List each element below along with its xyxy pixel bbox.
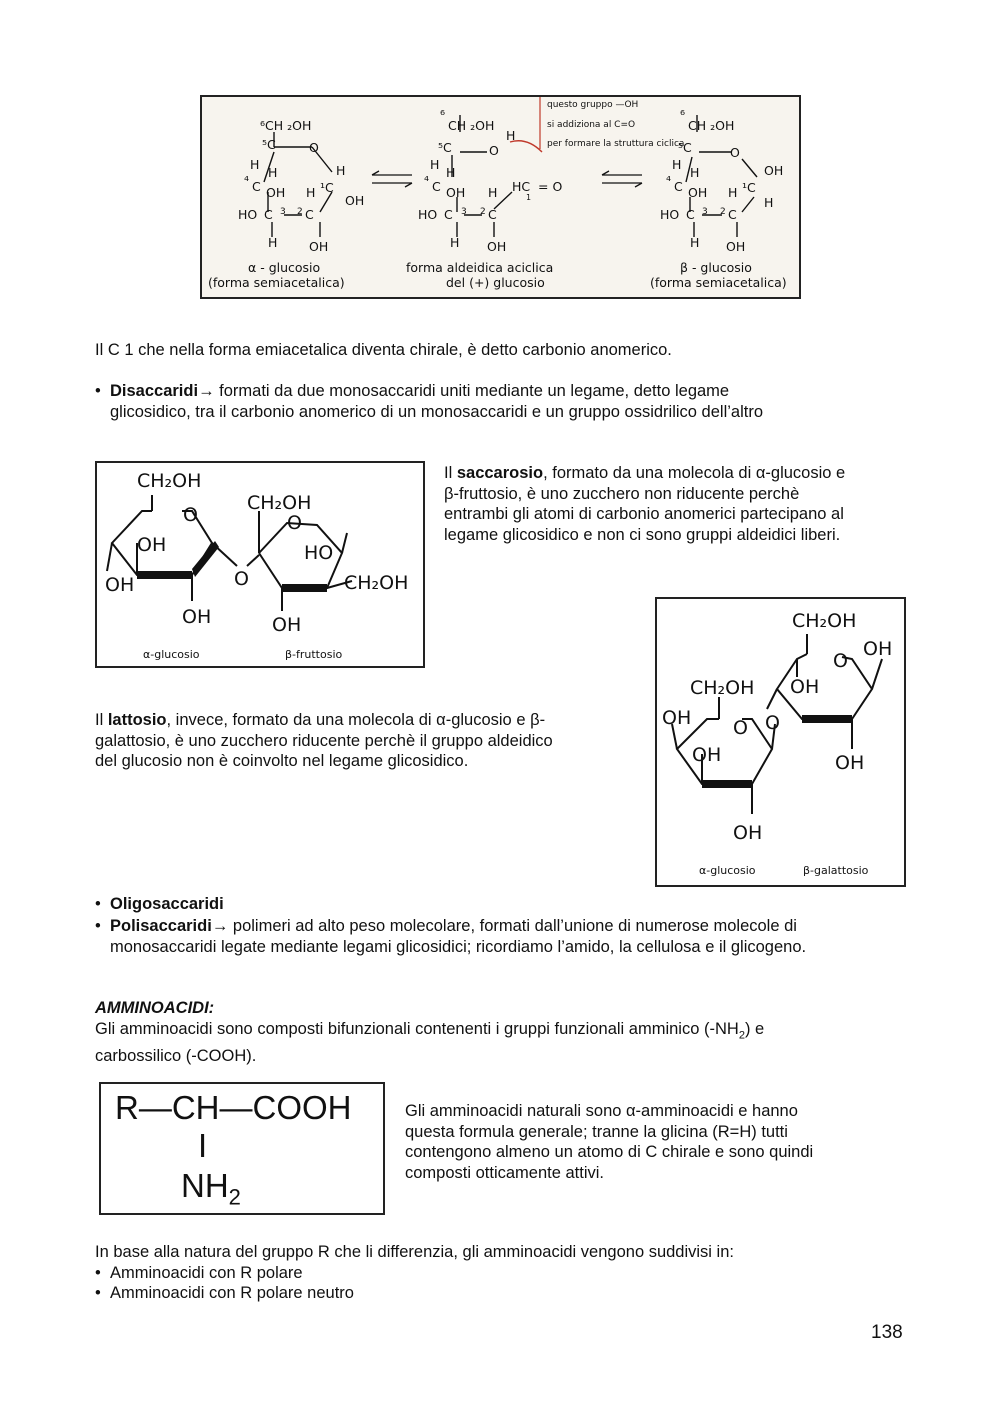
polisaccaridi-text-2: monosaccaridi legate mediante legami glicosidici; ricordiamo l’amido, la cellulosa e il glicogeno. bbox=[110, 937, 807, 956]
desc-1: Gli amminoacidi naturali sono α-amminoacidi e hanno bbox=[405, 1102, 798, 1120]
beta-glucose-sublabel: (forma semiacetalica) bbox=[650, 275, 787, 290]
aminoacid-formula-box bbox=[99, 1082, 385, 1215]
svg-text:H: H bbox=[506, 128, 516, 143]
lattosio-galactose-label: β-galattosio bbox=[803, 864, 869, 877]
svg-text:O: O bbox=[183, 504, 198, 526]
svg-text:¹C: ¹C bbox=[320, 180, 334, 195]
svg-text:3: 3 bbox=[280, 207, 286, 217]
svg-text:= O: = O bbox=[538, 179, 563, 194]
svg-text:HO: HO bbox=[304, 542, 334, 564]
svg-text:OH: OH bbox=[662, 707, 692, 729]
glucose-cyclization-figure bbox=[200, 95, 801, 299]
amminoacidi-intro-1: Gli amminoacidi sono composti bifunzionali contenenti i gruppi funzionali amminico (-NH bbox=[95, 1020, 739, 1038]
svg-text:OH: OH bbox=[733, 822, 763, 844]
item-1-text: Amminoacidi con R polare bbox=[110, 1264, 303, 1282]
amminoacidi-intro bbox=[95, 1019, 915, 1066]
svg-text:⁴: ⁴ bbox=[666, 173, 672, 188]
polisaccaridi-term: Polisaccaridi bbox=[110, 917, 212, 935]
svg-text:H: H bbox=[446, 165, 456, 180]
bullet: • bbox=[95, 917, 101, 935]
svg-text:O: O bbox=[765, 712, 780, 734]
formula-bond: I bbox=[198, 1127, 208, 1164]
svg-text:H: H bbox=[764, 195, 774, 210]
disaccaridi-item bbox=[95, 381, 915, 422]
item-2-text: Amminoacidi con R polare neutro bbox=[110, 1284, 354, 1302]
svg-text:H: H bbox=[488, 185, 498, 200]
svg-text:⁴: ⁴ bbox=[424, 173, 430, 188]
svg-text:⁶: ⁶ bbox=[440, 107, 446, 122]
lattosio-text-1: , invece, formato da una molecola di α-glucosio e β- bbox=[166, 711, 546, 729]
svg-text:2: 2 bbox=[720, 207, 726, 217]
svg-text:⁵C: ⁵C bbox=[678, 140, 692, 155]
svg-text:H: H bbox=[672, 157, 682, 172]
alpha-glucose-label: α - glucosio bbox=[248, 260, 321, 275]
svg-text:C: C bbox=[264, 207, 273, 222]
svg-text:OH: OH bbox=[266, 185, 286, 200]
saccarosio-fructose-label: β-fruttosio bbox=[285, 648, 343, 661]
formula-amine bbox=[181, 1166, 241, 1218]
polisaccaridi-text-1: polimeri ad alto peso molecolare, formati dall’unione di numerose molecole di bbox=[228, 917, 797, 935]
ch2oh-fructose-2: CH₂OH bbox=[344, 572, 409, 594]
svg-text:O: O bbox=[234, 568, 249, 590]
svg-text:H: H bbox=[336, 163, 346, 178]
lattosio-term: lattosio bbox=[107, 711, 167, 729]
svg-text:⁵C: ⁵C bbox=[262, 137, 276, 152]
svg-text:3: 3 bbox=[702, 207, 708, 217]
ch2oh-fructose: CH₂OH bbox=[247, 492, 312, 514]
saccarosio-text-4: legame glicosidico e non ci sono gruppi aldeidici liberi. bbox=[444, 525, 841, 544]
svg-text:H: H bbox=[728, 185, 738, 200]
svg-text:OH: OH bbox=[182, 606, 212, 628]
lattosio-glucose-label: α-glucosio bbox=[699, 864, 756, 877]
svg-text:⁶: ⁶ bbox=[680, 107, 686, 122]
svg-text:HO: HO bbox=[238, 207, 258, 222]
bullet: • bbox=[95, 1264, 101, 1282]
desc-4: composti otticamente attivi. bbox=[405, 1163, 604, 1182]
anomeric-carbon-paragraph: Il C 1 che nella forma emiacetalica diventa chirale, è detto carbonio anomerico. bbox=[95, 341, 672, 359]
lattosio-paragraph bbox=[95, 710, 635, 772]
svg-text:CH ₂OH: CH ₂OH bbox=[688, 118, 735, 133]
svg-text:O: O bbox=[309, 140, 319, 155]
bullet: • bbox=[95, 382, 101, 400]
svg-text:O: O bbox=[489, 143, 499, 158]
svg-text:C: C bbox=[444, 207, 453, 222]
svg-text:3: 3 bbox=[461, 207, 467, 217]
svg-text:C: C bbox=[728, 207, 737, 222]
svg-text:HO: HO bbox=[660, 207, 680, 222]
svg-text:OH: OH bbox=[726, 239, 746, 254]
svg-text:H: H bbox=[450, 235, 460, 250]
note-line-1: questo gruppo —OH bbox=[547, 100, 639, 110]
arrow-icon: → bbox=[211, 917, 229, 935]
svg-text:O: O bbox=[730, 145, 740, 160]
svg-text:2: 2 bbox=[297, 207, 303, 217]
svg-text:H: H bbox=[306, 185, 316, 200]
bullet: • bbox=[95, 1284, 101, 1302]
svg-text:OH: OH bbox=[692, 744, 722, 766]
aminoacid-list-item-1 bbox=[95, 1263, 303, 1284]
saccarosio-text-1: , formato da una molecola di α-glucosio e bbox=[543, 464, 846, 482]
saccarosio-figure bbox=[95, 461, 425, 668]
aldehyde-form-sublabel: del (+) glucosio bbox=[446, 275, 545, 290]
formula-subscript: 2 bbox=[228, 1184, 241, 1210]
svg-text:HO: HO bbox=[418, 207, 438, 222]
svg-text:OH: OH bbox=[446, 185, 466, 200]
saccarosio-term: saccarosio bbox=[456, 464, 544, 482]
svg-text:CH ₂OH: CH ₂OH bbox=[448, 118, 495, 133]
aminoacid-list-item-2 bbox=[95, 1283, 354, 1304]
lattosio-text-2: galattosio, è uno zucchero riducente perchè il gruppo aldeidico bbox=[95, 731, 553, 750]
svg-text:2: 2 bbox=[480, 207, 486, 217]
formula-top: R—CH—COOH bbox=[115, 1089, 352, 1126]
equilibrium-arrow-1 bbox=[372, 171, 412, 187]
saccarosio-text-3: entrambi gli atomi di carbonio anomerici partecipano al bbox=[444, 505, 844, 523]
equilibrium-arrow-2 bbox=[602, 171, 642, 187]
alpha-glucose-sublabel: (forma semiacetalica) bbox=[208, 275, 345, 290]
formula-nh: NH bbox=[181, 1167, 229, 1204]
svg-text:⁵C: ⁵C bbox=[438, 140, 452, 155]
svg-text:C: C bbox=[432, 179, 441, 194]
svg-text:OH: OH bbox=[863, 638, 893, 660]
saccarosio-glucose-label: α-glucosio bbox=[143, 648, 200, 661]
svg-text:OH: OH bbox=[487, 239, 507, 254]
desc-2: questa formula generale; tranne la glicina (R=H) tutti bbox=[405, 1122, 788, 1141]
svg-text:¹C: ¹C bbox=[742, 180, 756, 195]
svg-text:C: C bbox=[305, 207, 314, 222]
polisaccaridi-item bbox=[95, 916, 925, 957]
note-line-3: per formare la struttura ciclica bbox=[547, 139, 685, 149]
oligosaccaridi-term: Oligosaccaridi bbox=[110, 895, 224, 913]
beta-glucose-label: β - glucosio bbox=[680, 260, 752, 275]
ch2oh-galactose: CH₂OH bbox=[792, 610, 857, 632]
svg-text:O: O bbox=[733, 717, 748, 739]
classification-paragraph: In base alla natura del gruppo R che li differenzia, gli amminoacidi vengono suddivisi in: bbox=[95, 1243, 734, 1261]
amminoacidi-heading: AMMINOACIDI: bbox=[95, 999, 215, 1017]
lattosio-text-3: del glucosio non è coinvolto nel legame glicosidico. bbox=[95, 752, 469, 770]
desc-3: contengono almeno un atomo di C chirale e sono quindi bbox=[405, 1143, 814, 1161]
ch2oh-glucose-2: CH₂OH bbox=[690, 677, 755, 699]
svg-text:OH: OH bbox=[309, 239, 329, 254]
svg-text:1: 1 bbox=[526, 193, 532, 202]
svg-text:OH: OH bbox=[835, 752, 865, 774]
page-number: 138 bbox=[871, 1322, 903, 1343]
open-chain-glucose-structure bbox=[452, 115, 512, 237]
svg-text:H: H bbox=[690, 165, 700, 180]
svg-text:C: C bbox=[686, 207, 695, 222]
arrow-icon: → bbox=[198, 382, 215, 400]
svg-text:C: C bbox=[674, 179, 683, 194]
svg-text:H: H bbox=[250, 157, 260, 172]
svg-text:C: C bbox=[252, 179, 261, 194]
amminoacidi-intro-1b: ) e bbox=[744, 1020, 765, 1038]
saccarosio-intro: Il bbox=[444, 464, 457, 482]
svg-text:OH: OH bbox=[688, 185, 708, 200]
saccarosio-paragraph bbox=[444, 463, 914, 545]
svg-text:C: C bbox=[488, 207, 497, 222]
saccarosio-text-2: β-fruttosio, è uno zucchero non riducente perchè bbox=[444, 484, 800, 503]
svg-text:OH: OH bbox=[272, 614, 302, 636]
aminoacid-description bbox=[405, 1101, 905, 1183]
svg-text:OH: OH bbox=[105, 574, 135, 596]
svg-text:⁶CH ₂OH: ⁶CH ₂OH bbox=[260, 118, 312, 133]
svg-text:OH: OH bbox=[790, 676, 820, 698]
svg-text:H: H bbox=[268, 165, 278, 180]
amminoacidi-intro-2: carbossilico (-COOH). bbox=[95, 1046, 257, 1065]
disaccaridi-text-2: glicosidico, tra il carbonio anomerico di un monosaccaridi e un gruppo ossidrilico dell’altro bbox=[110, 402, 763, 421]
svg-text:H: H bbox=[268, 235, 278, 250]
lattosio-intro: Il bbox=[95, 711, 108, 729]
svg-text:OH: OH bbox=[764, 163, 784, 178]
lattosio-figure bbox=[655, 597, 906, 887]
subscript-2: 2 bbox=[738, 1029, 745, 1042]
ch2oh-glucose: CH₂OH bbox=[137, 470, 202, 492]
svg-text:HC: HC bbox=[512, 179, 531, 194]
svg-text:OH: OH bbox=[345, 193, 365, 208]
note-line-2: si addiziona al C=O bbox=[547, 120, 636, 130]
svg-text:OH: OH bbox=[137, 534, 167, 556]
disaccaridi-term: Disaccaridi bbox=[110, 382, 199, 400]
svg-text:H: H bbox=[690, 235, 700, 250]
svg-text:⁴: ⁴ bbox=[244, 173, 250, 188]
aldehyde-form-label: forma aldeidica aciclica bbox=[406, 260, 554, 275]
oligosaccaridi-item bbox=[95, 894, 224, 915]
svg-text:H: H bbox=[430, 157, 440, 172]
disaccaridi-text-1: formati da due monosaccaridi uniti mediante un legame, detto legame bbox=[214, 382, 730, 400]
bullet: • bbox=[95, 895, 101, 913]
svg-text:O: O bbox=[287, 512, 302, 534]
svg-text:O: O bbox=[833, 650, 848, 672]
